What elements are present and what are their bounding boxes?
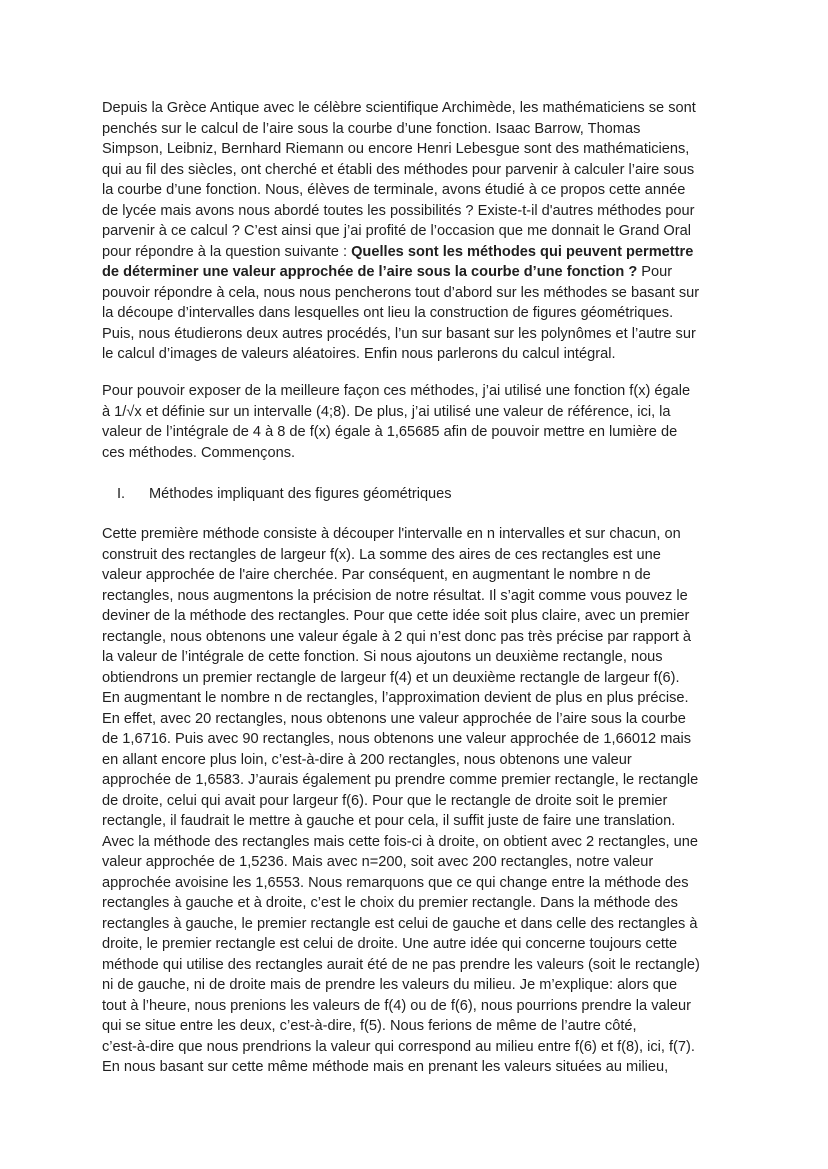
text-line: approchée avoisine les 1,6553. Nous remarquons que ce qui change entre la méthode des [102, 874, 689, 891]
intro-paragraph [102, 98, 742, 365]
text-line: tout à l’heure, nous prenions les valeurs de f(4) ou de f(6), nous pourrions prendre la valeur [102, 997, 691, 1014]
text-segment: Pour [637, 264, 673, 280]
text-line: c’est-à-dire que nous prendrions la valeur qui correspond au milieu entre f(6) et f(8), ici, f(7). [102, 1038, 695, 1055]
text-line: à 1/√x et définie sur un intervalle (4;8). De plus, j’ai utilisé une valeur de référence, ici, la [102, 403, 671, 420]
text-line: Pour pouvoir exposer de la meilleure façon ces méthodes, j’ai utilisé une fonction f(x) égale [102, 383, 691, 399]
text-line [102, 242, 742, 263]
text-line: Puis, nous étudierons deux autres procédés, l’un sur basant sur les polynômes et l’autre sur [102, 325, 696, 342]
text-line: méthode qui utilise des rectangles aurait été de ne pas prendre les valeurs (soit le rectangle) [102, 956, 700, 973]
setup-paragraph [102, 381, 742, 463]
text-line: en allant encore plus loin, c’est-à-dire à 200 rectangles, nous obtenons une valeur [102, 751, 632, 768]
text-line: de droite, celui qui avait pour largeur f(6). Pour que le rectangle de droite soit le premier [102, 792, 668, 809]
text-line: rectangle, il faudrait le mettre à gauche et pour cela, il suffit juste de faire une translation. [102, 813, 676, 829]
text-line: penchés sur le calcul de l’aire sous la courbe d’une fonction. Isaac Barrow, Thomas [102, 120, 641, 137]
rectangles-paragraph [102, 524, 742, 1078]
text-line: la découpe d’intervalles dans lesquelles ont lieu la construction de figures géométriques. [102, 305, 674, 321]
text-line: approchée de 1,6583. J’aurais également pu prendre comme premier rectangle, le rectangle [102, 772, 699, 788]
text-line [102, 262, 742, 283]
text-line: Avec la méthode des rectangles mais cette fois-ci à droite, on obtient avec 2 rectangles, une [102, 833, 698, 850]
text-line: droite, le premier rectangle est celui de droite. Une autre idée qui concerne toujours cette [102, 936, 678, 952]
text-line: de 1,6716. Puis avec 90 rectangles, nous obtenons une valeur approchée de 1,66012 mais [102, 731, 692, 747]
text-line: valeur approchée de l'aire cherchée. Par conséquent, en augmentant le nombre n de [102, 567, 651, 583]
text-line: le calcul d’images de valeurs aléatoires. Enfin nous parlerons du calcul intégral. [102, 346, 616, 362]
text-line: En nous basant sur cette même méthode mais en prenant les valeurs situées au milieu, [102, 1059, 669, 1075]
text-line: deviner de la méthode des rectangles. Pour que cette idée soit plus claire, avec un premier [102, 608, 690, 624]
section-number: I. [117, 486, 126, 502]
text-line: construit des rectangles de largeur f(x). La somme des aires de ces rectangles est une [102, 546, 661, 563]
text-line: rectangle, nous obtenons une valeur égale à 2 qui n’est donc pas très précise par rapport à [102, 628, 691, 645]
problem-statement: de déterminer une valeur approchée de l’aire sous la courbe d’une fonction ? [102, 264, 638, 280]
text-line: qui se situe entre les deux, c’est-à-dire, f(5). Nous ferions de même de l’autre côté, [102, 1018, 637, 1034]
text-segment: pour répondre à la question suivante : [102, 243, 352, 260]
text-line: qui au fil des siècles, ont cherché et établi des méthodes pour parvenir à calculer l’aire sous [102, 161, 695, 178]
text-line: rectangles à gauche, le premier rectangle est celui de gauche et dans celle des rectangles à [102, 915, 698, 932]
text-line: Cette première méthode consiste à découper l'intervalle en n intervalles et sur chacun, on [102, 526, 681, 542]
section-heading [117, 484, 452, 504]
section-title: Méthodes impliquant des figures géométriques [149, 486, 452, 502]
text-line: Simpson, Leibniz, Bernhard Riemann ou encore Henri Lebesgue sont des mathématiciens, [102, 141, 690, 157]
text-line: la valeur de l’intégrale de cette fonction. Si nous ajoutons un deuxième rectangle, nous [102, 649, 663, 665]
text-line: ces méthodes. Commençons. [102, 444, 296, 461]
text-line: la courbe d’une fonction. Nous, élèves de terminale, avons étudié à ce propos cette année [102, 182, 686, 198]
text-line: En effet, avec 20 rectangles, nous obtenons une valeur approchée de l’aire sous la courbe [102, 710, 686, 727]
text-line: parvenir à ce calcul ? C’est ainsi que j’ai profité de l’occasion que me donnait le Grand Oral [102, 223, 691, 239]
text-line: En augmentant le nombre n de rectangles, l’approximation devient de plus en plus précise. [102, 690, 689, 706]
text-line: obtiendrons un premier rectangle de largeur f(4) et un deuxième rectangle de largeur f(6). [102, 669, 680, 686]
text-line: valeur de l’intégrale de 4 à 8 de f(x) égale à 1,65685 afin de pouvoir mettre en lumière de [102, 424, 678, 440]
text-line: Depuis la Grèce Antique avec le célèbre scientifique Archimède, les mathématiciens se sont [102, 100, 696, 116]
text-line: pouvoir répondre à cela, nous nous pencherons tout d’abord sur les méthodes se basant sur [102, 284, 700, 301]
text-line: valeur approchée de 1,5236. Mais avec n=200, soit avec 200 rectangles, notre valeur [102, 854, 654, 870]
problem-statement: Quelles sont les méthodes qui peuvent permettre [351, 243, 694, 260]
text-line: rectangles à gauche et à droite, c’est le choix du premier rectangle. Dans la méthode des [102, 895, 678, 911]
text-line: de lycée mais avons nous abordé toutes les possibilités ? Existe-t-il d'autres méthodes pour [102, 202, 695, 219]
text-line: rectangles, nous augmentons la précision de notre résultat. Il s’agit comme vous pouvez le [102, 587, 688, 604]
text-line: ni de gauche, ni de droite mais de prendre les valeurs du milieu. Je m’explique: alors que [102, 977, 678, 993]
